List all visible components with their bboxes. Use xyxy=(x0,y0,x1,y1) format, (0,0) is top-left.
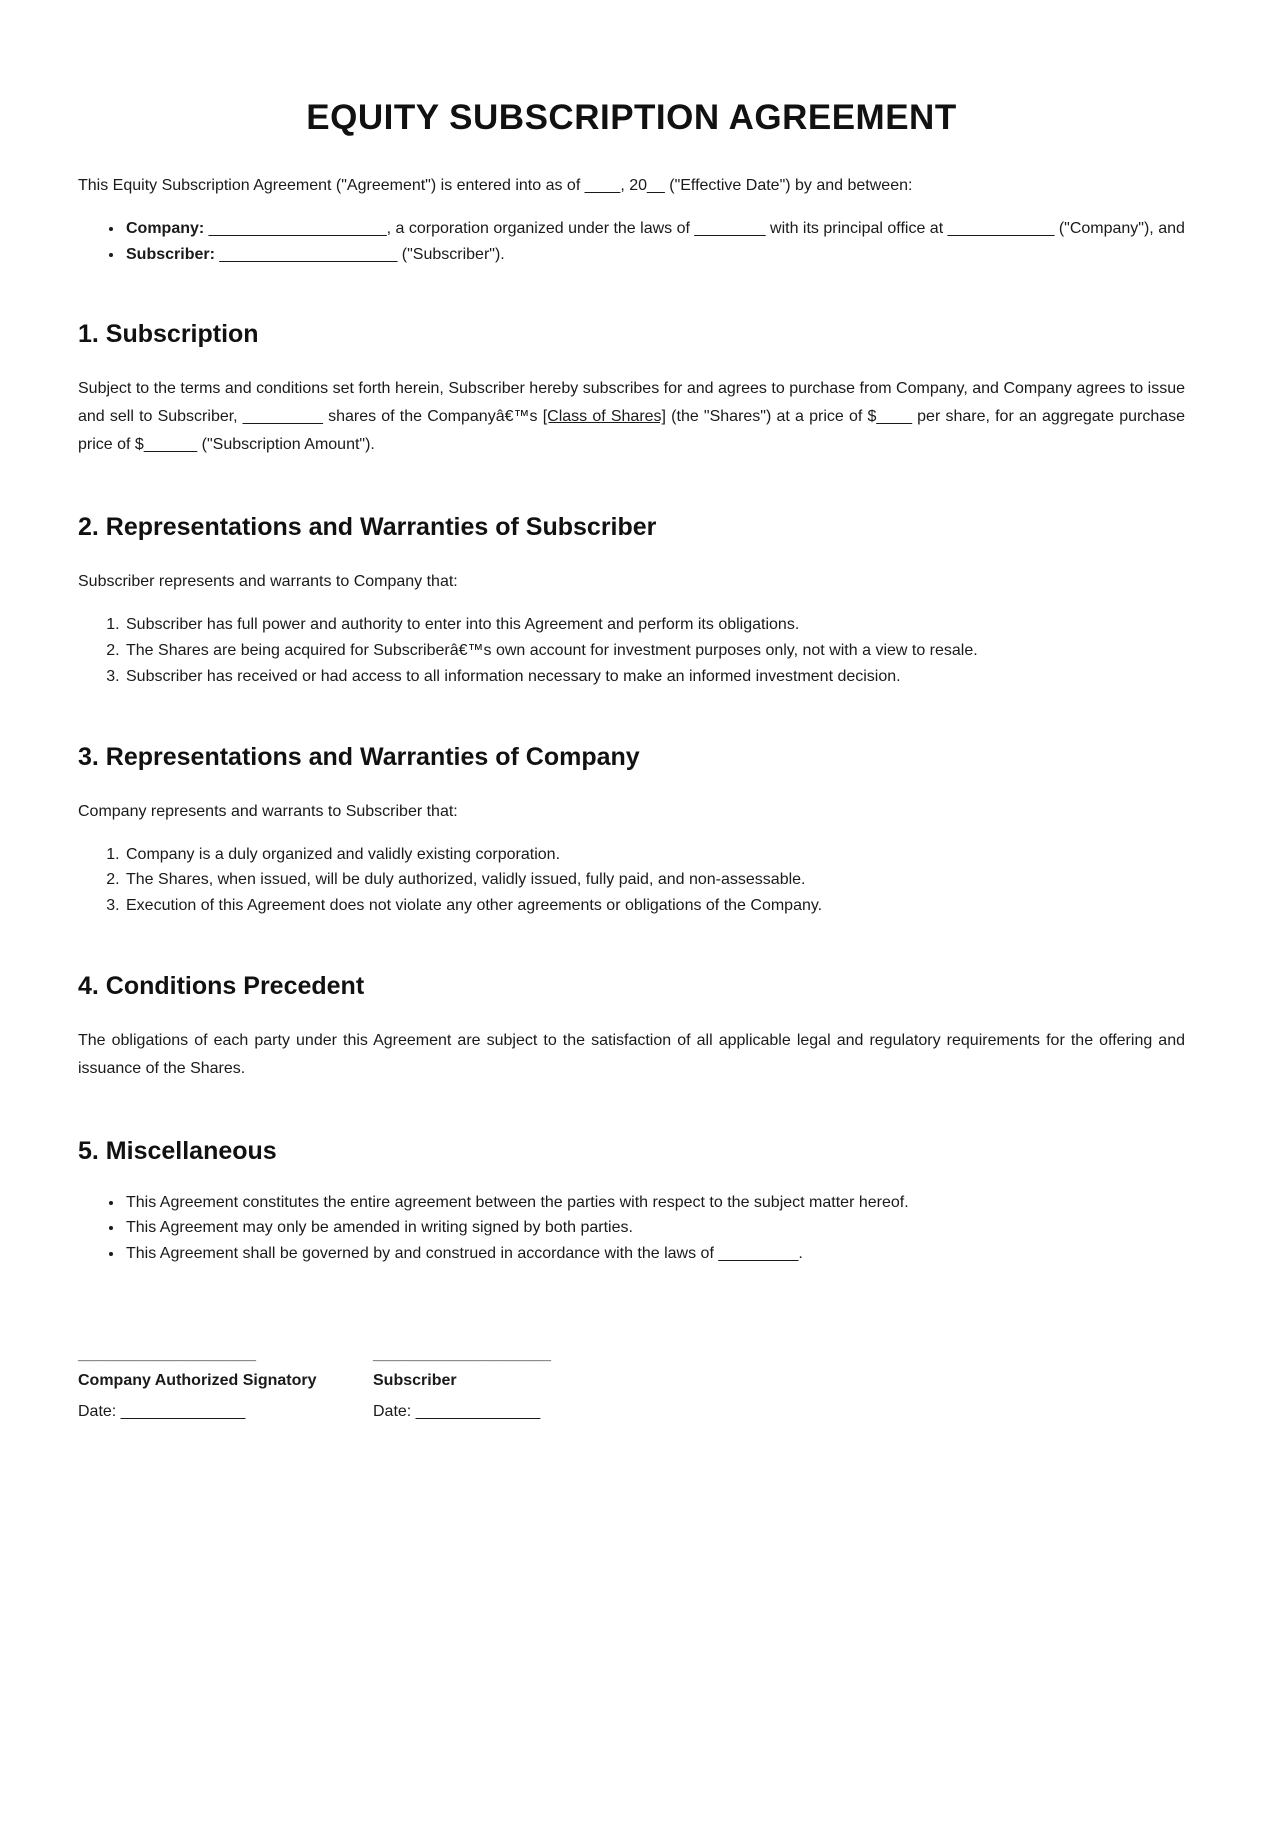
miscellaneous-item: • This Agreement constitutes the entire agreement between the parties with respect to the subject matter hereof. xyxy=(124,1192,1185,1215)
section-heading-subscriber-reps: 2. Representations and Warranties of Subscriber xyxy=(78,513,657,542)
subscription-text-before: Subject to the terms and conditions set forth herein, Subscriber hereby subscribes for and agrees to purchase from Company, and Company agrees to issue and sell to Subscriber, _________ shares of the Companyâ€™s xyxy=(78,380,1185,426)
company-reps-list xyxy=(78,844,1185,918)
subscriber-reps-item: 2. The Shares are being acquired for Subscriberâ€™s own account for investment purposes only, not with a view to resale. xyxy=(124,640,1185,663)
subscription-text-after: (the "Shares") at a price of $____ per share, for an aggregate purchase price of $______ ("Subscription Amount"). xyxy=(78,408,1186,454)
subscriber-reps-list xyxy=(78,614,1185,688)
section-heading-conditions: 4. Conditions Precedent xyxy=(78,971,365,1000)
company-reps-lead: Company represents and warrants to Subscriber that: xyxy=(78,802,458,820)
company-reps-item: 2. The Shares, when issued, will be duly authorized, validly issued, fully paid, and non-assessable. xyxy=(124,869,1185,892)
party-company-label: Company: xyxy=(126,220,205,237)
parties-list xyxy=(78,218,1185,266)
document-title: EQUITY SUBSCRIPTION AGREEMENT xyxy=(306,98,957,137)
section-heading-subscription: 1. Subscription xyxy=(78,320,259,349)
section-heading-company-reps: 3. Representations and Warranties of Company xyxy=(78,742,640,771)
party-item-subscriber xyxy=(124,244,1185,267)
subscriber-reps-item: 1. Subscriber has full power and authority to enter into this Agreement and perform its obligations. xyxy=(124,614,1185,637)
party-subscriber-label: Subscriber: xyxy=(126,245,215,263)
signature-company-date: Date: ______________ xyxy=(78,1402,246,1420)
signature-company-column xyxy=(78,1344,373,1423)
section-heading-miscellaneous: 5. Miscellaneous xyxy=(78,1136,277,1165)
party-company-text: ____________________, a corporation organized under the laws of ________ with its principal office at ____________ ("Company"), and xyxy=(204,220,1185,237)
subscriber-reps-lead: Subscriber represents and warrants to Company that: xyxy=(78,573,458,591)
signature-subscriber-date: Date: ______________ xyxy=(373,1402,541,1420)
signature-subscriber-label: Subscriber xyxy=(373,1372,457,1390)
signature-company-label: Company Authorized Signatory xyxy=(78,1372,317,1390)
signature-subscriber-line: ____________________ xyxy=(373,1345,551,1363)
conditions-paragraph: The obligations of each party under this Agreement are subject to the satisfaction of all applicable legal and regulatory requirements for the offering and issuance of the Shares. xyxy=(78,1031,1185,1077)
company-reps-item: 3. Execution of this Agreement does not violate any other agreements or obligations of the Company. xyxy=(124,895,1185,918)
subscription-paragraph xyxy=(78,375,1185,459)
intro-paragraph: This Equity Subscription Agreement ("Agreement") is entered into as of ____, 20__ ("Effective Date") by and between: xyxy=(78,177,913,194)
miscellaneous-list xyxy=(78,1192,1185,1266)
signature-subscriber-column xyxy=(373,1344,668,1423)
party-subscriber-text: ____________________ ("Subscriber"). xyxy=(214,245,505,263)
signature-block xyxy=(78,1344,1185,1423)
miscellaneous-item: • This Agreement shall be governed by and construed in accordance with the laws of _________. xyxy=(124,1243,1185,1266)
party-item-company xyxy=(124,218,1185,241)
company-reps-item: 1. Company is a duly organized and validly existing corporation. xyxy=(124,844,1185,867)
class-of-shares-placeholder: [Class of Shares] xyxy=(542,408,666,426)
subscriber-reps-item: 3. Subscriber has received or had access to all information necessary to make an informed investment decision. xyxy=(124,666,1185,689)
signature-company-line: ____________________ xyxy=(78,1345,256,1363)
miscellaneous-item: • This Agreement may only be amended in writing signed by both parties. xyxy=(124,1217,1185,1240)
document-page xyxy=(0,98,1263,1843)
